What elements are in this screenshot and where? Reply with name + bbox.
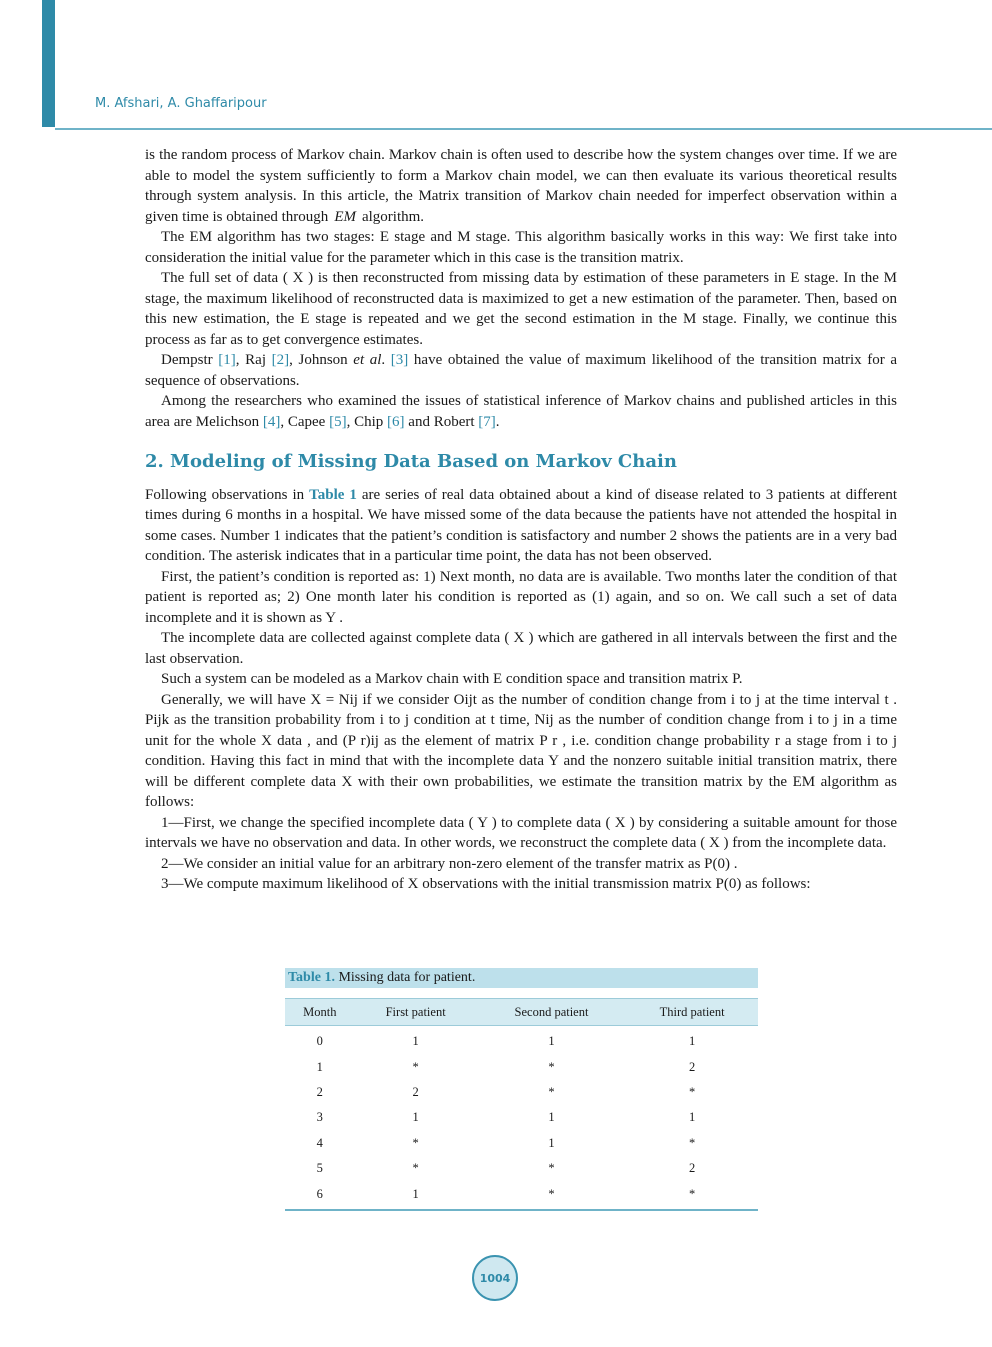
paragraph: The EM algorithm has two stages: E stage and M stage. This algorithm basically works in this way: We first take into consideration the initial value for the parameter which in this case is the transition matrix.: [145, 229, 897, 266]
table-row: [285, 1181, 758, 1206]
table-cell: 2: [316, 1084, 323, 1099]
citation-link[interactable]: [1]: [218, 352, 236, 368]
table-cell: 1: [316, 1059, 323, 1074]
table-cell: *: [689, 1135, 696, 1150]
page-number-badge: 1004: [472, 1255, 518, 1301]
article-body: [145, 145, 897, 895]
table-row: [285, 1156, 758, 1181]
table-cell: 1: [412, 1186, 419, 1201]
table-cell: *: [412, 1135, 419, 1150]
table-cell: 4: [316, 1135, 323, 1150]
citation-link[interactable]: [2]: [271, 352, 290, 368]
table-header-row: [285, 999, 758, 1026]
table-caption-label: Table 1.: [288, 970, 335, 985]
table-cell: 1: [689, 1034, 696, 1049]
paragraph: Dempstr [1], Raj [2], Johnson et al. [3] have obtained the value of maximum likelihood of the transition matrix for a sequence of observations.: [145, 352, 898, 389]
table-cell: 0: [316, 1034, 323, 1049]
table-row: [285, 1026, 758, 1055]
paragraph: 2—We consider an initial value for an arbitrary non-zero element of the transfer matrix as P(0) .: [161, 855, 738, 872]
header-rule: [55, 128, 992, 130]
citation-link[interactable]: [7]: [478, 413, 496, 430]
table-cell: *: [548, 1186, 555, 1201]
table-cell: *: [548, 1059, 555, 1074]
table-cell: 1: [548, 1135, 555, 1150]
table-row: [285, 1105, 758, 1130]
table-cell: *: [689, 1186, 696, 1201]
paragraph: Among the researchers who examined the issues of statistical inference of Markov chains and published articles in this area are Melichson [4], Capee [5], Chip [6] and Robert [7].: [145, 393, 897, 430]
table-caption: [285, 968, 758, 988]
paragraph: First, the patient’s condition is reported as: 1) Next month, no data are is available. Two months later the condition of that patient is reported as; 2) One month later his condition is reported as (1) again, and so on. We call such a set of data incomplete and it is shown as Y .: [145, 568, 897, 626]
table-caption-text: Missing data for patient.: [338, 970, 476, 985]
table-cell: 2: [689, 1161, 696, 1176]
section-heading: 2. Modeling of Missing Data Based on Markov Chain: [145, 451, 677, 472]
table-cell: *: [689, 1084, 696, 1099]
missing-data-table: [285, 998, 758, 1207]
table-cell: 5: [316, 1161, 323, 1176]
citation-link[interactable]: [4]: [262, 413, 281, 430]
paragraph: is the random process of Markov chain. Markov chain is often used to describe how the system changes over time. If we are able to model the system sufficiently to form a Markov chain model, we can then evaluate its various theoretical results through system analysis. In this article, the Matrix transition of Markov chain needed for imperfect observation within a given time is obtained through EM algorithm.: [145, 147, 897, 225]
header-accent-bar: [42, 0, 55, 127]
table-cell: 3: [316, 1110, 323, 1125]
paragraph: 1—First, we change the specified incomplete data ( Y ) to complete data ( X ) by considering a suitable amount for those intervals we have no observation and data. In other words, we reconstruct the complete data ( X ) from the incomplete data.: [145, 814, 897, 851]
table-cell: 1: [412, 1034, 419, 1049]
table-cell: 1: [689, 1110, 696, 1125]
table-row: [285, 1054, 758, 1079]
paragraph: 3—We compute maximum likelihood of X observations with the initial transmission matrix P(0) as follows:: [161, 876, 811, 892]
paragraph: Generally, we will have X = Nij if we consider Oijt as the number of condition change from i to j at the time interval t . Pijk as the transition probability from i to j condition at t time, Nij as the number of condition change from i to j in a time unit for the whole X data , and (P r)ij as the element of matrix P r , i.e. condition change probability r a stage from i to j condition. Having this fact in mind that with the incomplete data Y and the nonzero suitable initial transition matrix, there will be different complete data X with their own probabilities, we estimate the transition matrix by the EM algorithm as follows:: [145, 691, 897, 810]
table-cell: *: [412, 1059, 419, 1074]
table-1: [285, 968, 758, 1211]
table-cell: 1: [548, 1034, 555, 1049]
table-cell: 2: [689, 1059, 696, 1074]
citation-link[interactable]: [3]: [390, 352, 409, 368]
table-row: [285, 1080, 758, 1105]
citation-link[interactable]: [6]: [387, 413, 405, 430]
column-header: First patient: [355, 999, 477, 1026]
paragraph: The incomplete data are collected against complete data ( X ) which are gathered in all intervals between the first and the last observation.: [145, 630, 897, 667]
paragraph: Such a system can be modeled as a Markov chain with E condition space and transition matrix P.: [161, 671, 743, 687]
table-reference-link[interactable]: Table 1: [309, 486, 357, 503]
citation-link[interactable]: [5]: [329, 413, 347, 430]
table-cell: 2: [412, 1084, 419, 1099]
table-cell: 1: [412, 1110, 419, 1125]
table-row: [285, 1131, 758, 1156]
table-cell: *: [412, 1161, 419, 1176]
table-cell: 1: [548, 1110, 555, 1125]
table-cell: *: [548, 1161, 555, 1176]
paragraph: The full set of data ( X ) is then reconstructed from missing data by estimation of these parameters in E stage. In the M stage, the maximum likelihood of reconstructed data is maximized to get a new estimation of the parameter. Then, based on this new estimation, the E stage is repeated and we get the second estimation in the M stage. Finally, we continue this process as far as to get convergence estimates.: [145, 270, 897, 348]
table-cell: 6: [316, 1186, 323, 1201]
paragraph: Following observations in Table 1 are series of real data obtained about a kind of disease related to 3 patients at different times during 6 months in a hospital. We have missed some of the data because the patients have not attended the hospital in some cases. Number 1 indicates that the patient’s condition is satisfactory and number 2 shows the patients are in a very bad condition. The asterisk indicates that in a particular time point, the data has not been observed.: [145, 486, 897, 564]
column-header: Third patient: [626, 999, 758, 1026]
column-header: Month: [285, 999, 355, 1026]
running-header-authors: M. Afshari, A. Ghaffaripour: [95, 96, 267, 111]
table-cell: *: [548, 1084, 555, 1099]
table-bottom-rule: [285, 1209, 758, 1211]
column-header: Second patient: [477, 999, 627, 1026]
